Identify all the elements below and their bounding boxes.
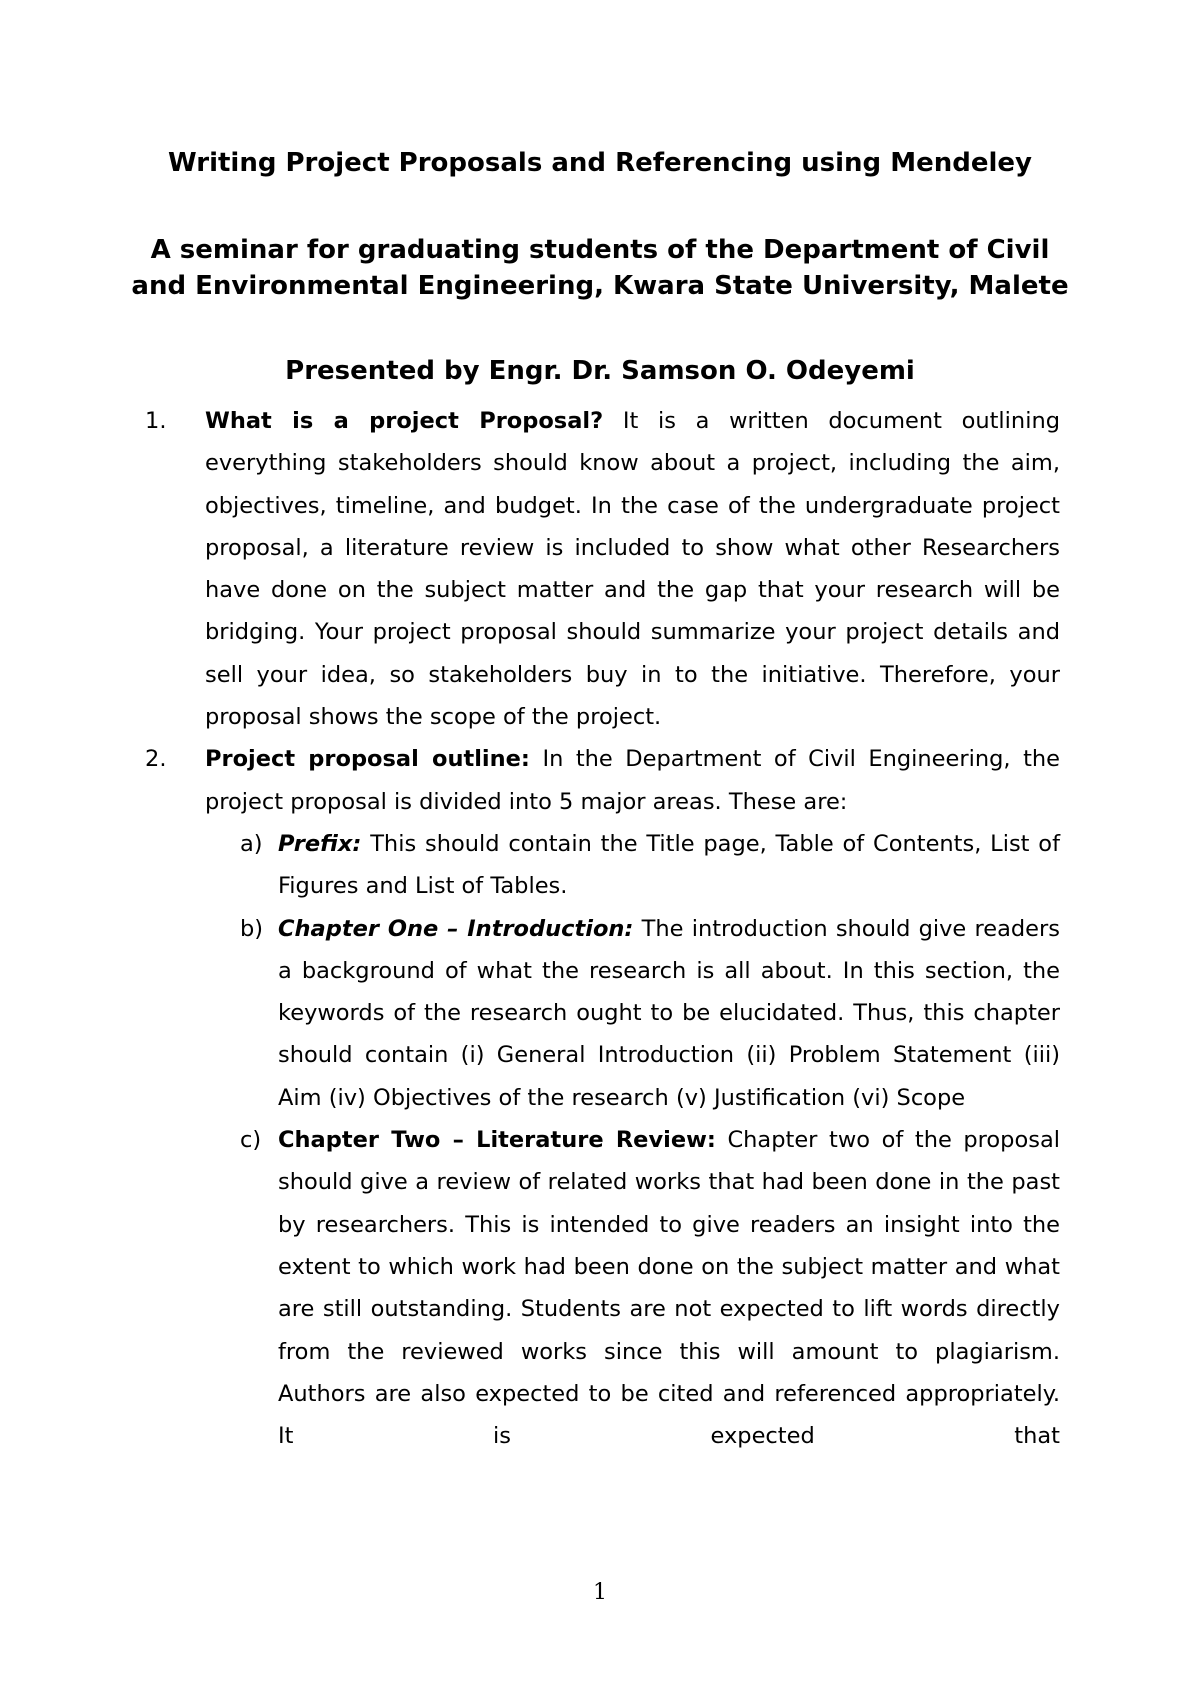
list-item-text: In the Department of Civil Engineering, the project proposal is divided into 5 major areas. These are: xyxy=(205,746,1060,815)
list-item-number: 1. xyxy=(145,408,167,434)
document-body xyxy=(0,400,1200,1457)
sub-list-item-heading: Prefix: xyxy=(278,830,362,857)
page-number: 1 xyxy=(593,1580,607,1605)
sub-list-item xyxy=(0,908,1060,1119)
list-item-text: It is a written document outlining everything stakeholders should know about a project, including the aim, objectives, timeline, and budget. In the case of the undergraduate project proposal, a literature review is included to show what other Researchers have done on the subject matter and the gap that your research will be bridging. Your project proposal should summarize your project details and sell your idea, so stakeholders buy in to the initiative. Therefore, your proposal shows the scope of the project. xyxy=(205,408,1060,731)
document-subtitle: A seminar for graduating students of the Department of Civil and Environmental Engineering, Kwara State University, Malete xyxy=(131,235,1069,301)
sub-list-item xyxy=(0,1119,1060,1457)
list-item-heading: Project proposal outline: xyxy=(205,746,530,773)
presenter-line: Presented by Engr. Dr. Samson O. Odeyemi xyxy=(285,356,915,386)
document-title: Writing Project Proposals and Referencing using Mendeley xyxy=(168,148,1032,178)
list-item-heading: What is a project Proposal? xyxy=(205,408,604,434)
sub-list-item-heading: Chapter Two – Literature Review: xyxy=(278,1127,716,1154)
list-item-number: 2. xyxy=(145,746,167,773)
list-item xyxy=(0,738,1060,823)
sub-list-item xyxy=(0,823,1060,908)
sub-list-item-letter: a) xyxy=(240,830,263,857)
sub-list-item-heading: Chapter One – Introduction: xyxy=(278,915,634,942)
list-item xyxy=(0,400,1060,738)
sub-list-item-letter: b) xyxy=(240,915,264,942)
sub-list-item-text: Chapter two of the proposal should give a review of related works that had been done in the past by researchers. This is intended to give readers an insight into the extent to which work had been done on the subject matter and what are still outstanding. Students are not expected to lift words directly from the reviewed works since this will amount to plagiarism. Authors are also expected to be cited and referenced appropriately. It is expected that xyxy=(278,1127,1060,1450)
sub-list-item-letter: c) xyxy=(240,1127,262,1154)
sub-list-item-text: The introduction should give readers a background of what the research is all about. In this section, the keywords of the research ought to be elucidated. Thus, this chapter should contain (i) General Introduction (ii) Problem Statement (iii) Aim (iv) Objectives of the research (v) Justification (vi) Scope xyxy=(278,915,1060,1111)
sub-list-item-text: This should contain the Title page, Table of Contents, List of Figures and List of Tables. xyxy=(278,830,1060,900)
